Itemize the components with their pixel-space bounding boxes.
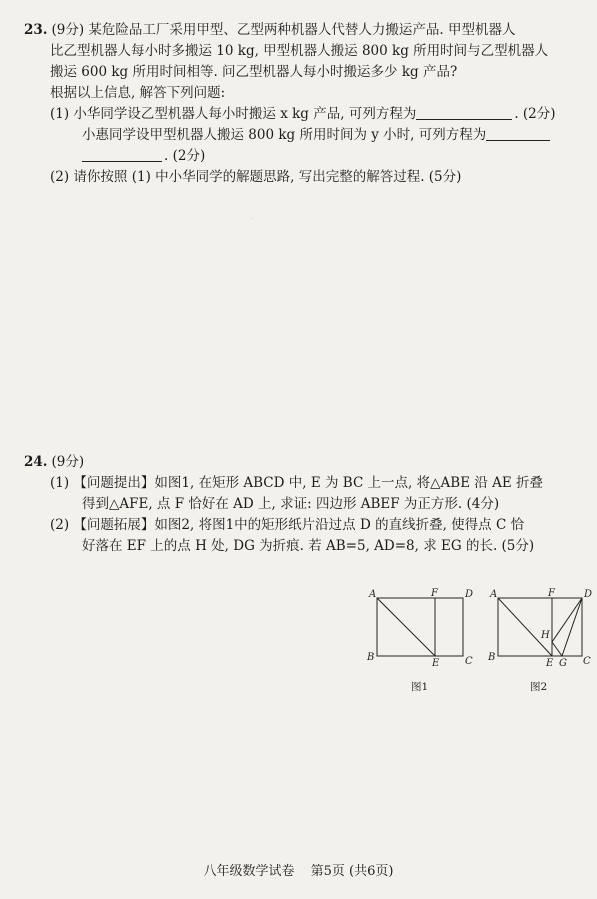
q23-line-3: 搬运 600 kg 所用时间相等. 问乙型机器人每小时搬运多少 kg 产品? bbox=[50, 64, 458, 80]
fig2-label-d: D bbox=[584, 589, 593, 600]
question-23 bbox=[24, 20, 584, 188]
q24-part1-line2: 得到△AFE, 点 F 恰好在 AD 上, 求证: 四边形 ABEF 为正方形. (4分) bbox=[82, 496, 500, 512]
q23-line-2: 比乙型机器人每小时多搬运 10 kg, 甲型机器人搬运 800 kg 所用时间与乙型机器人 bbox=[50, 43, 549, 59]
q23-answer-blank-1[interactable] bbox=[416, 105, 512, 120]
q24-part2-label: (2) bbox=[50, 517, 70, 533]
q23-part1-text: 小华同学设乙型机器人每小时搬运 x kg 产品, 可列方程为 bbox=[73, 106, 417, 122]
fig2-segment-hg bbox=[552, 642, 562, 656]
q24-number: 24. bbox=[24, 454, 48, 470]
q23-part1-text-2: 小惠同学设甲型机器人搬运 800 kg 所用时间为 y 小时, 可列方程为 bbox=[82, 127, 487, 143]
fig2-label-a: A bbox=[490, 589, 498, 600]
fig1-label-f: F bbox=[431, 588, 438, 599]
q23-answer-blank-2[interactable] bbox=[486, 126, 550, 141]
fig2-label-e: E bbox=[546, 658, 554, 668]
q23-part1-line1 bbox=[24, 104, 584, 125]
q24-part2-text-1: 【问题拓展】如图2, 将图1中的矩形纸片沿过点 D 的直线折叠, 使得点 C 恰 bbox=[73, 517, 525, 533]
q24-part1-text-1: 【问题提出】如图1, 在矩形 ABCD 中, E 为 BC 上一点, 将△ABE 沿 AE 折叠 bbox=[73, 475, 544, 491]
fig2-label-b: B bbox=[488, 652, 496, 663]
q23-part1-label: (1) bbox=[50, 106, 70, 122]
fig1-rectangle-abcd bbox=[377, 598, 463, 656]
q24-points: (9分) bbox=[51, 454, 85, 470]
page-footer bbox=[0, 860, 597, 879]
fig1-label-a: A bbox=[369, 589, 377, 600]
fig1-segment-ae bbox=[377, 598, 435, 656]
q23-part2 bbox=[24, 167, 584, 188]
fig2-segment-ae bbox=[498, 598, 552, 656]
fig2-segment-dh bbox=[552, 598, 582, 642]
q23-line-1 bbox=[24, 20, 584, 41]
q24-part2-line1 bbox=[24, 515, 584, 536]
q23-answer-blank-2-cont[interactable] bbox=[82, 147, 162, 162]
fig1-label-b: B bbox=[367, 652, 375, 663]
bleed-through-text: · bbox=[250, 212, 254, 225]
figure-2-diagram bbox=[486, 588, 596, 668]
figure-1-caption: 图1 bbox=[411, 681, 429, 693]
fig2-label-g: G bbox=[559, 658, 567, 668]
q23-part2-label: (2) bbox=[50, 169, 70, 185]
fig1-label-c: C bbox=[465, 656, 473, 667]
fig1-label-e: E bbox=[432, 658, 440, 668]
figure-2-caption: 图2 bbox=[530, 681, 548, 693]
q23-part2-text: 请你按照 (1) 中小华同学的解题思路, 写出完整的解答过程. (5分) bbox=[73, 169, 462, 185]
q23-number: 23. bbox=[24, 22, 48, 38]
q23-part1-line3 bbox=[24, 146, 584, 167]
figure-2 bbox=[486, 588, 596, 668]
fig1-label-d: D bbox=[465, 589, 474, 600]
q24-header bbox=[24, 452, 584, 473]
q23-line-4: 根据以上信息, 解答下列问题: bbox=[50, 85, 226, 101]
q24-part2-line2: 好落在 EF 上的点 H 处, DG 为折痕. 若 AB=5, AD=8, 求 EG 的长. (5分) bbox=[82, 538, 535, 554]
fig2-label-f: F bbox=[548, 588, 555, 599]
fig2-fold-dg bbox=[562, 598, 582, 656]
q24-part1-label: (1) bbox=[50, 475, 70, 491]
footer-page-number: 第5页 (共6页) bbox=[310, 864, 394, 879]
figure-1 bbox=[365, 588, 475, 668]
fig2-label-h: H bbox=[541, 630, 550, 641]
q23-intro-1: (9分) 某危险品工厂采用甲型、乙型两种机器人代替人力搬运产品. 甲型机器人 bbox=[51, 22, 516, 38]
fig2-label-c: C bbox=[583, 656, 591, 667]
fig2-rectangle-abcd bbox=[498, 598, 582, 656]
figure-1-diagram bbox=[365, 588, 475, 668]
q23-part1-points: . (2分) bbox=[514, 106, 556, 122]
q23-part1-points-2: . (2分) bbox=[164, 148, 206, 164]
q24-part1-line1 bbox=[24, 473, 584, 494]
question-24 bbox=[24, 452, 584, 557]
footer-subject: 八年级数学试卷 bbox=[203, 864, 295, 879]
q23-part1-line2 bbox=[24, 125, 584, 146]
